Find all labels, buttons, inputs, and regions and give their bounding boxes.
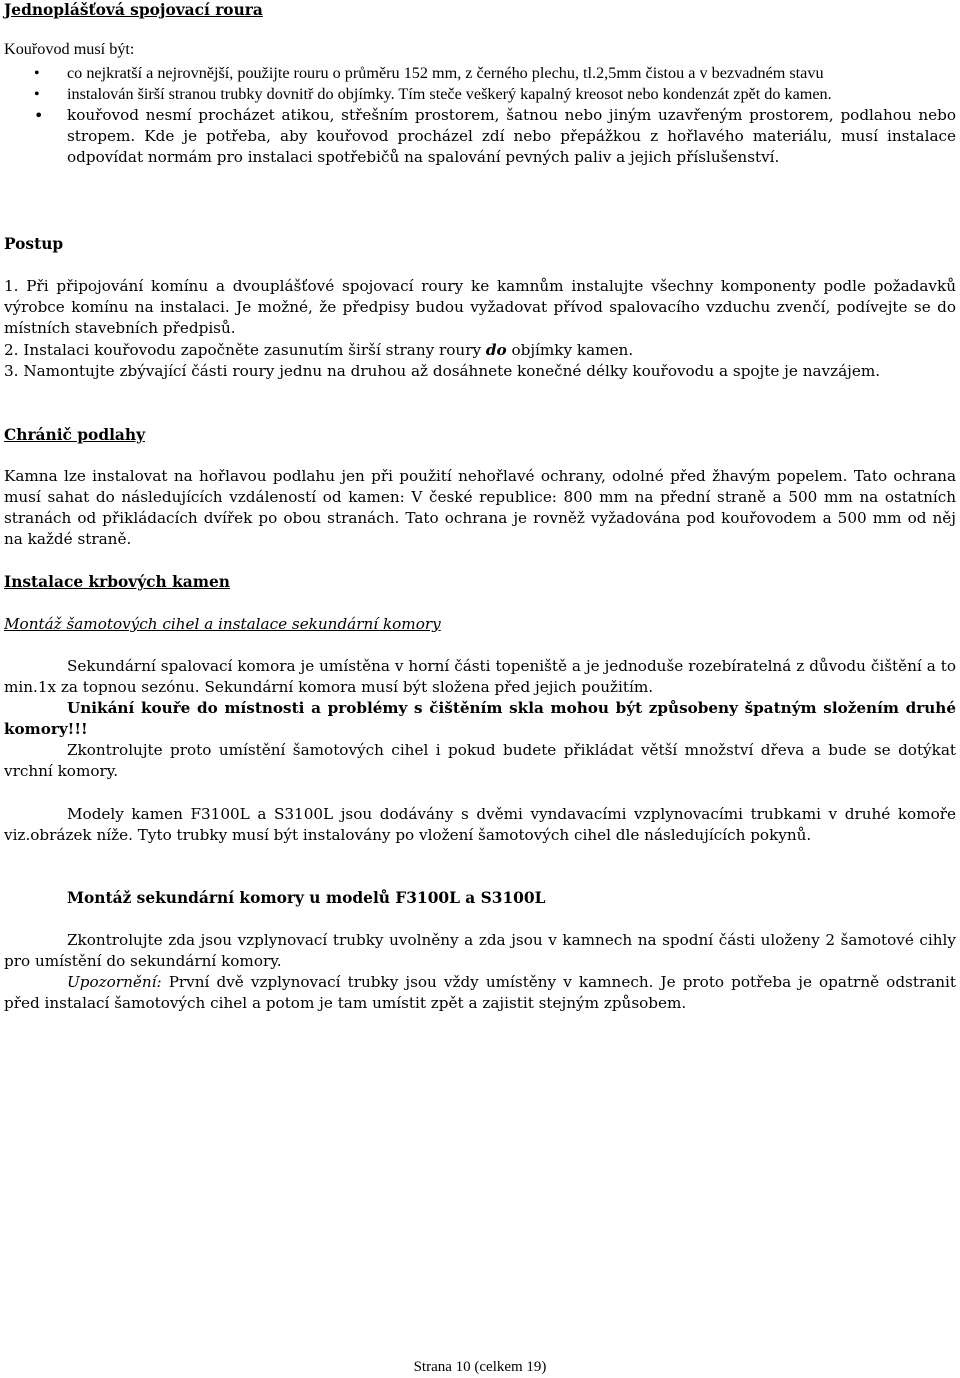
procedure-step-2: 2. Instalaci kouřovodu započněte zasunutím širší strany roury do objímky kamen.	[4, 341, 634, 359]
bullet-icon: •	[34, 86, 40, 103]
list-item: • co nejkratší a nejrovnější, použijte rouru o průměru 152 mm, z černého plechu, tl.2,5mm čistou a v bezvadném stavu	[34, 64, 824, 82]
bullet-icon: •	[34, 106, 44, 125]
floor-text: Kamna lze instalovat na hořlavou podlahu jen při použití nehořlavé ochrany, odolné před žhavým popelem. Tato ochrana musí sahat do následujících vzdáleností od kamen: V české republice: 800 mm na přední straně a 500 mm na ostatních stranách od přikládacích dvířek po obou stranách. Tato ochrana je rovněž vyžadována pod kouřovodem a 500 mm od něj na každé straně.	[4, 467, 956, 548]
section-heading-floor: Chránič podlahy	[4, 426, 146, 444]
install-warning: Unikání kouře do místnosti a problémy s čištěním skla mohou být způsobeny špatným složením druhé komory!!!	[4, 699, 956, 738]
note-label: Upozornění:	[67, 973, 162, 991]
flue-intro: Kouřovod musí být:	[4, 40, 135, 58]
step2-emphasis: do	[485, 341, 507, 359]
section-heading-secondary: Montáž sekundární komory u modelů F3100L a S3100L	[67, 889, 546, 907]
install-paragraph-1: Sekundární spalovací komora je umístěna v horní části topeniště a je jednoduše rozebíratelná z důvodu čištění a to min.1x za topnou sezónu. Sekundární komora musí být složena před jejich použitím.	[4, 657, 956, 696]
procedure-step-3: 3. Namontujte zbývající části roury jednu na druhou až dosáhnete konečné délky kouřovodu a spojte je navzájem.	[4, 362, 881, 380]
section-heading-procedure: Postup	[4, 235, 64, 253]
install-paragraph-3: Modely kamen F3100L a S3100L jsou dodávány s dvěmi vyndavacími vzplynovacími trubkami v druhé komoře viz.obrázek níže. Tyto trubky musí být instalovány po vložení šamotových cihel dle následujících pokynů.	[4, 805, 956, 844]
flue-bullet-list	[4, 63, 956, 168]
section-heading-flue: Jednoplášťová spojovací roura	[4, 1, 263, 19]
bullet-icon: •	[34, 65, 40, 82]
list-item: • kouřovod nesmí procházet atikou, střešním prostorem, šatnou nebo jiným uzavřeným prostorem, podlahou nebo stropem. Kde je potřeba, aby kouřovod procházel zdí nebo přepážkou z hořlavého materiálu, musí instalace odpovídat normám pro instalaci spotřebičů na spalování pevných paliv a jejich příslušenství.	[34, 106, 956, 166]
procedure-step-1: 1. Při připojování komínu a dvouplášťové spojovací roury ke kamnům instalujte všechny komponenty podle požadavků výrobce komínu na instalaci. Je možné, že předpisy budou vyžadovat přívod spalovacího vzduchu zvenčí, podívejte se do místních stavebních předpisů.	[4, 277, 956, 337]
section-heading-install: Instalace krbových kamen	[4, 573, 230, 591]
secondary-note: Upozornění: První dvě vzplynovací trubky jsou vždy umístěny v kamnech. Je proto potřeba je opatrně odstranit před instalací šamotových cihel a potom je tam umístit zpět a zajistit stejným způsobem.	[4, 973, 956, 1012]
page-footer: Strana 10 (celkem 19)	[413, 1359, 547, 1375]
install-paragraph-2: Zkontrolujte proto umístění šamotových cihel i pokud budete přikládat větší množství dřeva a bude se dotýkat vrchní komory.	[4, 741, 956, 780]
list-item: • instalován širší stranou trubky dovnitř do objímky. Tím steče veškerý kapalný kreosot nebo kondenzát zpět do kamen.	[34, 85, 832, 103]
install-subheading: Montáž šamotových cihel a instalace sekundární komory	[4, 615, 441, 633]
secondary-paragraph-1: Zkontrolujte zda jsou vzplynovací trubky uvolněny a zda jsou v kamnech na spodní části uloženy 2 šamotové cihly pro umístění do sekundární komory.	[4, 931, 956, 970]
